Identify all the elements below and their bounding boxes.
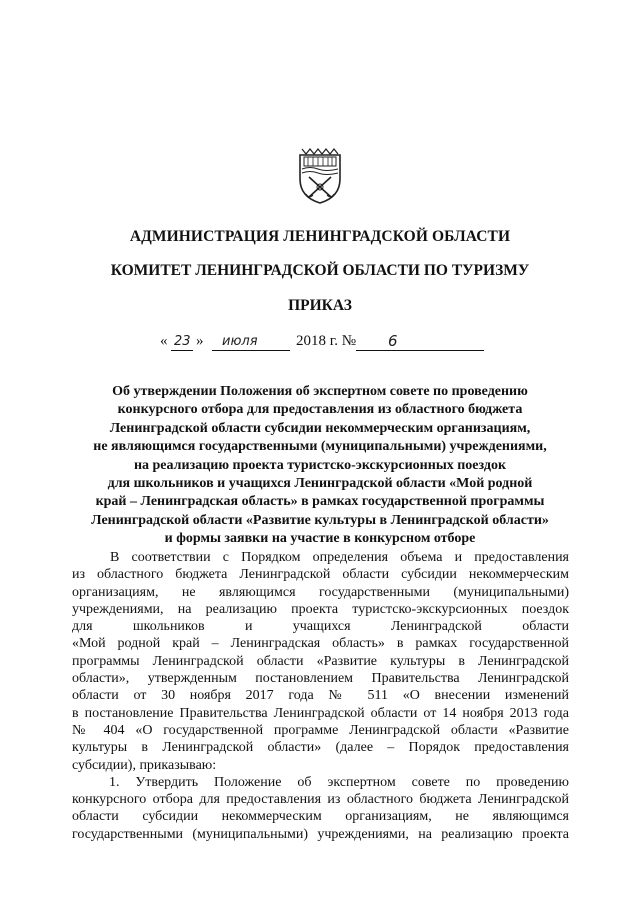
body-line: 1. Утвердить Положение об экспертном совете по проведению	[109, 774, 569, 790]
body-line: для школьников и учащихся Ленинградской области	[72, 619, 569, 635]
committee-heading: КОМИТЕТ ЛЕНИНГРАДСКОЙ ОБЛАСТИ ПО ТУРИЗМУ	[110, 262, 530, 279]
order-title	[70, 383, 570, 549]
order-dateline	[160, 333, 490, 355]
order-number-underline	[356, 350, 484, 351]
title-line: не являющимся государственными (муниципальными) учреждениями,	[93, 439, 547, 455]
date-day: 23	[174, 334, 191, 349]
date-year: 2018 г. №	[296, 333, 357, 349]
body-line: в постановление Правительства Ленинградской области от 14 ноября 2013 года	[72, 705, 569, 721]
body-line: «Мой родной край – Ленинградская область» в рамках государственной	[72, 636, 569, 652]
title-line: и формы заявки на участие в конкурсном отборе	[164, 531, 476, 547]
date-month: июля	[222, 334, 258, 349]
order-heading: ПРИКАЗ	[288, 297, 352, 314]
body-line: № 404 «О государственной программе Ленинградской области «Развитие	[72, 722, 569, 738]
date-month-underline	[212, 350, 290, 351]
body-line: области от 30 ноября 2017 года № 511 «О внесении изменений	[72, 688, 569, 704]
body-line: области», утвержденным постановлением Правительства Ленинградской	[72, 671, 569, 687]
administration-heading: АДМИНИСТРАЦИЯ ЛЕНИНГРАДСКОЙ ОБЛАСТИ	[129, 228, 511, 245]
body-line: культуры в Ленинградской области» (далее – Порядок предоставления	[72, 740, 569, 756]
body-line: из областного бюджета Ленинградской области субсидии некоммерческим	[72, 567, 569, 583]
title-line: край – Ленинградская область» в рамках государственной программы	[95, 494, 545, 510]
body-line: области субсидии некоммерческим организациям, не являющимся	[72, 809, 569, 825]
title-line: для школьников и учащихся Ленинградской области «Мой родной	[107, 476, 533, 492]
title-line: Об утверждении Положения об экспертном совете по проведению	[112, 384, 528, 399]
body-line: организациям, не являющимся государственными (муниципальными)	[72, 584, 569, 600]
title-line: на реализацию проекта туристско-экскурсионных поездок	[133, 457, 507, 473]
body-line: конкурсного отбора для предоставления из областного бюджета Ленинградской	[72, 792, 569, 808]
date-close-quote: »	[196, 333, 204, 349]
title-line: конкурсного отбора для предоставления из областного бюджета	[117, 402, 523, 418]
title-line: Ленинградской области субсидии некоммерческим организациям,	[109, 420, 531, 436]
body-line: государственными (муниципальными) учреждениями, на реализацию проекта	[72, 826, 569, 842]
order-body	[72, 549, 569, 843]
date-day-underline	[171, 350, 193, 351]
body-line: субсидии), приказываю:	[72, 757, 217, 773]
body-line: учреждениями, на реализацию проекта туристско-экскурсионных поездок	[72, 601, 569, 617]
body-line: В соответствии с Порядком определения объема и предоставления	[110, 550, 569, 565]
coat-of-arms-emblem	[296, 145, 344, 205]
date-open-quote: «	[160, 333, 168, 349]
body-line: программы Ленинградской области «Развитие культуры в Ленинградской	[72, 653, 569, 669]
order-number: 6	[388, 332, 398, 350]
title-line: Ленинградской области «Развитие культуры в Ленинградской области»	[91, 512, 549, 528]
